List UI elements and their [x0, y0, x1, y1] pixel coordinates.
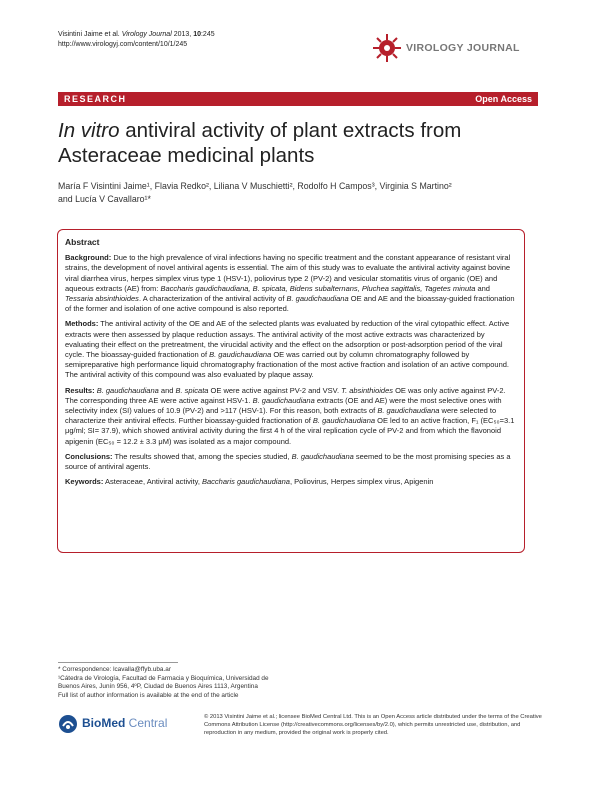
methods-text-2: OE was carried out by column chromatography followed by semipreparative high performance liquid chromatography fractionation of the most active fraction and isolation of an active compound. The antiviral activity of this compound was also evaluated by plaque assay.: [65, 350, 509, 380]
author-list: [58, 180, 538, 206]
citation-authors: Visintini Jaime et al.: [58, 31, 120, 38]
background-species-3: B. gaudichaudiana: [286, 294, 349, 304]
keywords-label: Keywords:: [65, 477, 104, 487]
results-species-3: T. absinthioides: [341, 385, 394, 395]
authors-line-2: and Lucía V Cavallaro¹*: [58, 194, 151, 204]
abstract-heading: Abstract: [65, 237, 100, 247]
citation-year: 2013,: [173, 31, 194, 38]
results-text-4: extracts (OE and AE) were the most selective ones with selectivity index (SI) values of 10.9 (PV-2) and >117 (HSV-1). For this reason, both extracts of: [65, 395, 502, 416]
author-info-note: Full list of author information is available at the end of the article: [58, 691, 239, 699]
abstract-results: [65, 386, 517, 447]
publisher-name: [82, 716, 167, 730]
background-species-2: Tessaria absinthioides: [65, 294, 139, 304]
section-label: RESEARCH: [64, 94, 127, 104]
open-access-label: Open Access: [475, 94, 532, 104]
results-text-5: were selected to characterize their antiviral effects. Further bioassay-guided fractionation of: [65, 406, 497, 426]
results-text-3: OE was only active against PV-2. The corresponding three AE were active against HSV-1.: [65, 385, 506, 405]
publisher-logo: [58, 712, 188, 736]
authors-line-1: María F Visintini Jaime¹, Flavia Redko², Liliana V Muschietti², Rodolfo H Campos³, Virginia S Martino²: [58, 181, 452, 191]
conclusions-label: Conclusions:: [65, 451, 113, 461]
results-species-5: B. gaudichaudiana: [377, 406, 440, 416]
article-title: [58, 118, 538, 168]
background-and: and: [475, 283, 490, 293]
citation-volume: 10: [193, 31, 201, 38]
abstract-methods: [65, 319, 517, 380]
citation-page: :245: [200, 31, 215, 38]
footnote: [58, 662, 288, 700]
background-text: Due to the high prevalence of viral infections having no specific treatment and the constant appearance of resistant viral strains, the development of novel antiviral agents is essential. The aim of this study was to evaluate the antiviral activity against bovine viral diarrhea virus, herpes simplex virus type 1 (HSV-1), poliovirus type 2 (PV-2) and vesicular stomatitis virus of organic (OE) and aqueous extracts (AE) from:: [65, 253, 511, 293]
conclusions-text: The results showed that, among the species studied,: [112, 451, 292, 461]
journal-name: VIROLOGY JOURNAL: [406, 42, 520, 54]
conclusions-text-2: seemed to be the most promising species as a source of antiviral agents.: [65, 451, 511, 472]
background-text-2: . A characterization of the antiviral activity of: [138, 294, 287, 304]
results-species-1: B. gaudichaudiana: [96, 385, 159, 395]
methods-text: The antiviral activity of the OE and AE of the selected plants was evaluated by reduction of the viral cytopathic effect. Active extracts were then assessed by plaque reduction assays. The antiviral activity of the most active extracts was characterized by evaluating their effect on the pretreatment, the virucidal activity and the effect on the adsorption or post-adsorption period of the viral cycle. The bioassay-guided fractionation of: [65, 319, 510, 360]
footnote-rule: [58, 662, 178, 663]
keywords-species: Baccharis gaudichaudiana: [202, 477, 290, 487]
background-species: Baccharis gaudichaudiana, B. spicata, Bidens subalternans, Pluchea sagittalis, Tagetes minuta: [160, 283, 476, 293]
abstract-background: [65, 253, 517, 314]
results-text-2: OE were active against PV-2 and VSV.: [208, 385, 342, 395]
results-text-1: and: [158, 385, 176, 395]
results-species-2: B. spicata: [175, 385, 209, 395]
keywords-text: Asteraceae, Antiviral activity,: [103, 477, 202, 487]
background-text-3: OE and AE and the bioassay-guided fractionation of the former and isolation of one active compound is also reported.: [65, 294, 515, 314]
publisher-name-1: BioMed: [82, 716, 126, 730]
virus-logo-icon: [372, 33, 402, 63]
results-species-6: B. gaudichaudiana: [312, 416, 376, 426]
conclusions-species: B. gaudichaudiana: [291, 451, 354, 461]
biomed-central-logo-icon: [58, 714, 78, 734]
title-italic: In vitro: [58, 119, 120, 142]
section-band: [58, 92, 538, 106]
correspondence-email[interactable]: * Correspondence: lcavalla@ffyb.uba.ar: [58, 666, 171, 673]
license-text: © 2013 Visintini Jaime et al.; licensee BioMed Central Ltd. This is an Open Access article distributed under the terms of the Creative Commons Attribution License (http://creativecommons.org/licenses/by/2.0), which permits unrestricted use, distribution, and reproduction in any medium, provided the original work is properly cited.: [204, 714, 542, 736]
affiliation-1: ¹Cátedra de Virología, Facultad de Farmacia y Bioquímica, Universidad de Buenos Aires, Junín 956, 4ºP, Ciudad de Buenos Aires 1113, Argentina: [58, 674, 269, 691]
results-species-4: B. gaudichaudiana: [252, 395, 315, 405]
methods-label: Methods:: [65, 319, 99, 329]
methods-species: B. gaudichaudiana: [209, 350, 272, 360]
abstract-keywords: [65, 477, 517, 487]
journal-logo: [372, 33, 542, 61]
publisher-name-2: Central: [125, 716, 168, 730]
results-label: Results:: [65, 385, 95, 395]
article-url[interactable]: http://www.virologyj.com/content/10/1/245: [58, 41, 188, 48]
citation-journal: Virology Journal: [121, 31, 172, 38]
abstract-conclusions: [65, 452, 517, 472]
results-text-6: OE led to an active fraction, F₁ (EC₅₀=3.1 μg/ml; SI= 37.9), which showed antiviral activity during the first 4 h of the viral replication cycle of PV-2 and from which the flavonoid apigenin (EC₅₀ = 12.2 ± 3.3 μM) was isolated as a major compound.: [65, 416, 515, 446]
citation-line: [58, 30, 215, 50]
keywords-text-2: , Poliovirus, Herpes simplex virus, Apigenin: [289, 477, 434, 487]
background-label: Background:: [65, 253, 112, 263]
abstract-box: [57, 229, 525, 553]
title-rest: antiviral activity of plant extracts from Asteraceae medicinal plants: [58, 119, 462, 167]
